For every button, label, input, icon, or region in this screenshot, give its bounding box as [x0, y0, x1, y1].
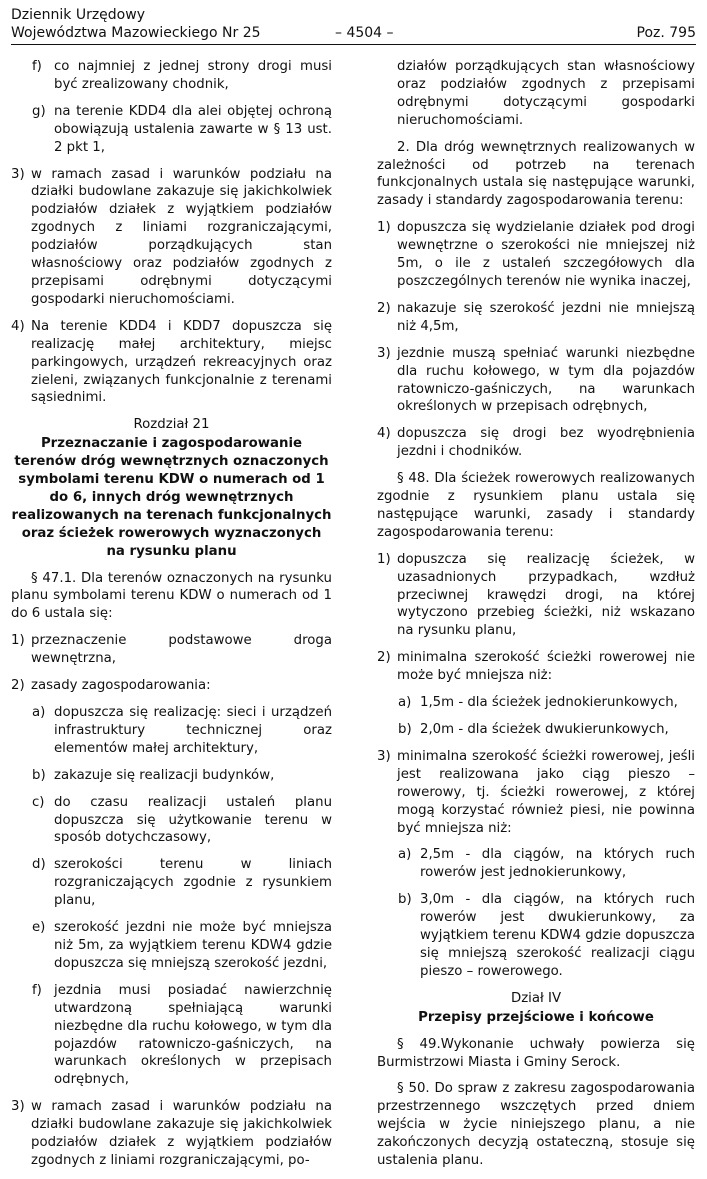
list-item [11, 58, 332, 94]
list-text: na terenie KDD4 dla alei objętej ochroną obowiązują ustalenia zawarte w § 13 ust. 2 pkt 1, [54, 103, 332, 155]
list-item [377, 219, 695, 291]
list-item [11, 677, 332, 695]
division-heading: Dział IV [510, 990, 562, 1006]
list-marker: d) [32, 857, 46, 873]
list-marker: 3) [11, 166, 25, 182]
list-text: dopuszcza się realizację ścieżek, w uzasadnionych przypadkach, wzdłuż przeciwnej krawędzi drogi, na której wytyczono przebieg ścieżki, niż wskazano na rysunku planu, [397, 551, 695, 639]
list-item [11, 632, 332, 668]
page-header [11, 7, 696, 43]
chapter-title: Przeznaczanie i zagospodarowanie terenów dróg wewnętrznych oznaczonych symbolami terenu KDW o numerach od 1 do 6, innych dróg wewnętrznych realizowanych na terenach funkcjonalnych oraz ścieżek rowerowych wyznaczonych na rysunku planu [11, 436, 332, 559]
list-item [377, 891, 695, 981]
list-marker: 1) [377, 220, 391, 236]
paragraph-47: § 47.1. Dla terenów oznaczonych na rysunku planu symbolami terenu KDW o numerach od 1 do 6 ustala się: [11, 570, 332, 622]
list-marker: 4) [377, 426, 391, 442]
list-item [11, 856, 332, 910]
list-marker: b) [398, 722, 412, 737]
list-item [377, 846, 695, 882]
list-text: w ramach zasad i warunków podziału na działki budowlane zakazuje się jakichkolwiek podziałów działek z wyjątkiem podziałów zgodnych z liniami rozgraniczającymi, podziałów porządkujących stan własnościowy oraz podziałów zgodnych z przepisami odrębnymi dotyczącymi gospodarki nieruchomościami. [31, 166, 332, 307]
list-marker: b) [32, 767, 46, 783]
list-marker: a) [32, 705, 46, 720]
list-marker: 3) [11, 1099, 25, 1115]
list-text: jezdnia musi posiadać nawierzchnię utwardzoną spełniającą warunki niezbędne dla ruchu kołowego, w tym dla pojazdów ratowniczo-gaśniczych, na warunkach określonych w przepisach odrębnych, [54, 982, 332, 1088]
list-text: jezdnie muszą spełniać warunki niezbędne dla ruchu kołowego, w tym dla pojazdów ratowniczo-gaśniczych, na warunkach określonych w przepisach odrębnych, [397, 345, 695, 415]
journal-title: Dziennik Urzędowy [11, 7, 145, 23]
list-item [377, 345, 695, 417]
division-title: Przepisy przejściowe i końcowe [418, 1009, 654, 1025]
position-number: Poz. 795 [636, 25, 696, 41]
list-item [11, 166, 332, 309]
list-text: dopuszcza się drogi bez wyodrębnienia jezdni i chodników. [397, 426, 695, 460]
list-item [11, 103, 332, 157]
left-column [11, 58, 332, 1179]
chapter-heading: Rozdział 21 [133, 417, 210, 433]
list-text: 2,0m - dla ścieżek dwukierunkowych, [420, 722, 669, 737]
page-number: – 4504 – [335, 25, 394, 41]
list-marker: 2) [377, 650, 391, 666]
list-text: dopuszcza się realizację: sieci i urządzeń infrastruktury technicznej oraz elementów małej architektury, [54, 705, 332, 756]
list-text: zasady zagospodarowania: [31, 678, 211, 694]
list-item [11, 704, 332, 758]
list-text: minimalna szerokość ścieżki rowerowej, jeśli jest realizowana jako ciąg pieszo – rowerowy, tj. ścieżki rowerowej, z której mogą korzystać również piesi, nie powinna być mniejsza niż: [397, 748, 695, 836]
list-text: dopuszcza się wydzielanie działek pod drogi wewnętrzne o szerokości nie mniejszej niż 5m, o ile z ustaleń szczegółowych dla poszczególnych terenów nie wynika inaczej, [397, 220, 695, 289]
paragraph-49: § 49.Wykonanie uchwały powierza się Burmistrzowi Miasta i Gminy Serock. [377, 1036, 695, 1070]
journal-subtitle: Województwa Mazowieckiego Nr 25 [11, 25, 261, 41]
list-text: 3,0m - dla ciągów, na których ruch rowerów jest dwukierunkowy, za wyjątkiem terenu KDW4 gdzie dopuszcza się mniejszą szerokość realizacji ciągu pieszo – rowerowego. [420, 892, 695, 979]
list-item [377, 425, 695, 461]
list-marker: a) [398, 847, 412, 863]
list-item [11, 1098, 332, 1170]
header-divider [11, 44, 696, 45]
list-text: do czasu realizacji ustaleń planu dopuszcza się użytkowanie terenu w sposób dotychczasowy, [54, 794, 332, 846]
list-marker: 4) [11, 318, 25, 334]
list-marker: 3) [377, 345, 391, 361]
list-marker: 2) [377, 300, 391, 316]
list-text: 2,5m - dla ciągów, na których ruch rowerów jest jednokierunkowy, [420, 847, 695, 881]
list-text: Na terenie KDD4 i KDD7 dopuszcza się realizację małej architektury, miejsc parkingowych, urządzeń rekreacyjnych oraz zieleni, związanych funkcjonalnie z terenami sąsiednimi. [31, 318, 332, 406]
list-marker: e) [32, 920, 46, 936]
list-marker: 2) [11, 678, 25, 694]
list-item [11, 982, 332, 1089]
list-item [377, 551, 695, 641]
continued-text: działów porządkujących stan własnościowy oraz podziałów zgodnych z przepisami odrębnymi dotyczącymi gospodarki nieruchomościami. [397, 59, 695, 128]
list-marker: c) [32, 794, 45, 810]
paragraph-47-2: 2. Dla dróg wewnętrznych realizowanych w zależności od potrzeb na terenach funkcjonalnych ustala się następujące warunki, zasady i standardy zagospodarowania terenu: [377, 139, 695, 209]
list-marker: f) [32, 982, 42, 998]
list-text: w ramach zasad i warunków podziału na działki budowlane zakazuje się jakichkolwiek podziałów działek z wyjątkiem podziałów zgodnych z liniami rozgraniczającymi, po- [31, 1099, 332, 1168]
paragraph-50: § 50. Do spraw z zakresu zagospodarowania przestrzennego wszczętych przed dniem wejścia w życie niniejszego planu, a nie zakończonych decyzją ostateczną, stosuje się ustalenia planu. [377, 1081, 695, 1169]
list-marker: 1) [11, 633, 25, 649]
list-text: szerokość jezdni nie może być mniejsza niż 5m, za wyjątkiem terenu KDW4 gdzie dopuszcza się mniejszą szerokość jezdni, [54, 920, 332, 971]
list-text: nakazuje się szerokość jezdni nie mniejszą niż 4,5m, [397, 300, 695, 334]
list-text: przeznaczenie podstawowe droga wewnętrzna, [31, 633, 332, 667]
right-column [377, 58, 695, 1179]
list-item [11, 794, 332, 848]
list-marker: 1) [377, 551, 391, 567]
paragraph-48: § 48. Dla ścieżek rowerowych realizowanych zgodnie z rysunkiem planu ustala się następujące warunki, zasady i standardy zagospodarowania terenu: [377, 471, 695, 540]
list-item [377, 721, 695, 739]
list-item [377, 649, 695, 685]
list-item [11, 318, 332, 408]
list-marker: g) [32, 103, 46, 119]
list-text: minimalna szerokość ścieżki rowerowej nie może być mniejsza niż: [397, 650, 695, 684]
list-item [11, 767, 332, 785]
list-marker: b) [398, 892, 412, 908]
list-item [377, 694, 695, 712]
list-item [377, 748, 695, 838]
list-text: co najmniej z jednej strony drogi musi być zrealizowany chodnik, [54, 59, 332, 92]
list-marker: a) [398, 695, 412, 711]
list-marker: f) [32, 59, 42, 74]
list-item [377, 300, 695, 336]
list-marker: 3) [377, 748, 391, 764]
list-text: 1,5m - dla ścieżek jednokierunkowych, [420, 695, 678, 711]
list-item [11, 919, 332, 973]
list-text: zakazuje się realizacji budynków, [54, 767, 275, 783]
list-text: szerokości terenu w liniach rozgraniczających zgodnie z rysunkiem planu, [54, 857, 332, 909]
